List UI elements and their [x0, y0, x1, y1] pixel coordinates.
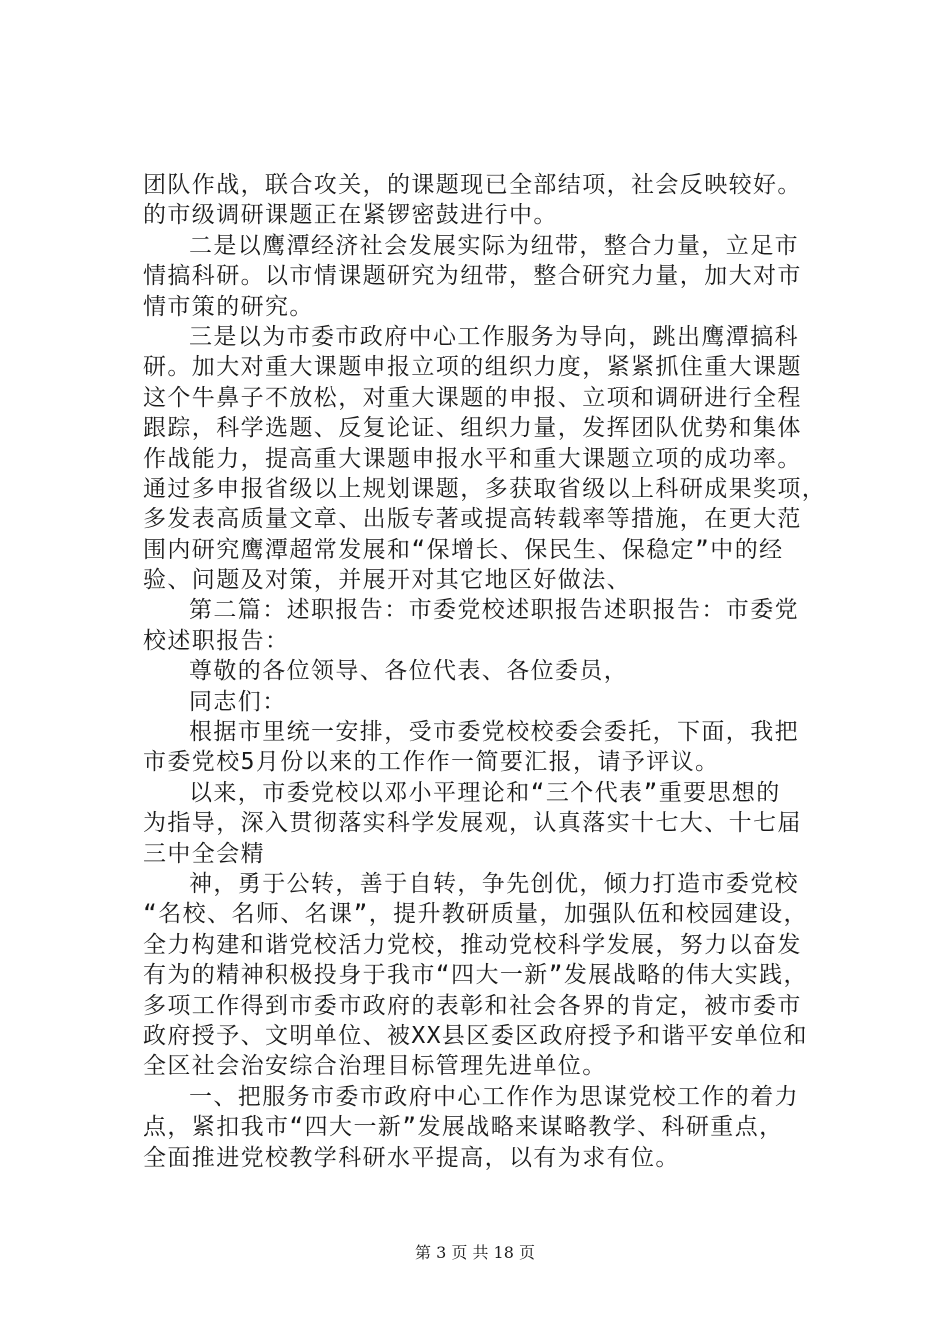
text-line: 二是以鹰潭经济社会发展实际为纽带，整合力量，立足市 — [189, 232, 799, 259]
text-line: 为指导，深入贯彻落实科学发展观，认真落实十七大、十七届 — [143, 810, 802, 837]
text-line: 三中全会精 — [143, 840, 265, 867]
text-line: 点，紧扣我市“四大一新”发展战略来谋略教学、科研重点， — [143, 1114, 784, 1141]
text-line: 作战能力，提高重大课题申报水平和重大课题立项的成功率。 — [143, 445, 802, 472]
text-line: 多项工作得到市委市政府的表彰和社会各界的肯定，被市委市 — [143, 992, 802, 1019]
page-footer: 第 3 页 共 18 页 — [415, 1243, 535, 1262]
text-line: 校述职报告： — [143, 627, 290, 654]
text-line: 根据市里统一安排，受市委党校校委会委托，下面，我把 — [189, 719, 799, 746]
text-line: 第二篇：述职报告：市委党校述职报告述职报告：市委党 — [189, 597, 799, 624]
text-line: 尊敬的各位领导、各位代表、各位委员， — [189, 658, 629, 685]
text-line: 市委党校5月份以来的工作作一简要汇报，请予评议。 — [143, 749, 720, 776]
text-line: 神，勇于公转，善于自转，争先创优，倾力打造市委党校 — [189, 870, 799, 897]
text-line: 一、把服务市委市政府中心工作作为思谋党校工作的着力 — [189, 1083, 799, 1110]
text-line: 多发表高质量文章、出版专著或提高转载率等措施，在更大范 — [143, 506, 802, 533]
document-body — [143, 170, 833, 1173]
text-line: 团队作战，联合攻关，的课题现已全部结项，社会反映较好。 — [143, 172, 802, 198]
text-line: 以来，市委党校以邓小平理论和“三个代表”重要思想的 — [189, 779, 781, 806]
text-line: 验、问题及对策，并展开对其它地区好做法、 — [143, 567, 631, 594]
text-line: 同志们： — [189, 688, 287, 715]
text-line: “名校、名师、名课”，提升教研质量，加强队伍和校园建设， — [143, 901, 808, 928]
text-line: 全面推进党校教学科研水平提高，以有为求有位。 — [143, 1144, 680, 1171]
text-line: 政府授予、文明单位、被XX县区委区政府授予和谐平安单位和 — [143, 1022, 808, 1049]
text-line: 研。加大对重大课题申报立项的组织力度，紧紧抓住重大课题 — [143, 354, 802, 381]
text-line: 情市策的研究。 — [143, 293, 314, 320]
text-line: 全区社会治安综合治理目标管理先进单位。 — [143, 1053, 607, 1080]
text-line: 有为的精神积极投身于我市“四大一新”发展战略的伟大实践， — [143, 962, 808, 989]
text-line: 全力构建和谐党校活力党校，推动党校科学发展，努力以奋发 — [143, 931, 802, 958]
text-line: 围内研究鹰潭超常发展和“保增长、保民生、保稳定”中的经 — [143, 536, 784, 563]
text-line: 三是以为市委市政府中心工作服务为导向，跳出鹰潭搞科 — [189, 323, 799, 350]
text-line: 情搞科研。以市情课题研究为纽带，整合研究力量，加大对市 — [143, 263, 802, 290]
text-line: 跟踪，科学选题、反复论证、组织力量，发挥团队优势和集体 — [143, 415, 802, 442]
text-line: 这个牛鼻子不放松，对重大课题的申报、立项和调研进行全程 — [143, 384, 802, 411]
text-line: 通过多申报省级以上规划课题，多获取省级以上科研成果奖项， — [143, 475, 827, 502]
text-line: 的市级调研课题正在紧锣密鼓进行中。 — [143, 202, 558, 229]
